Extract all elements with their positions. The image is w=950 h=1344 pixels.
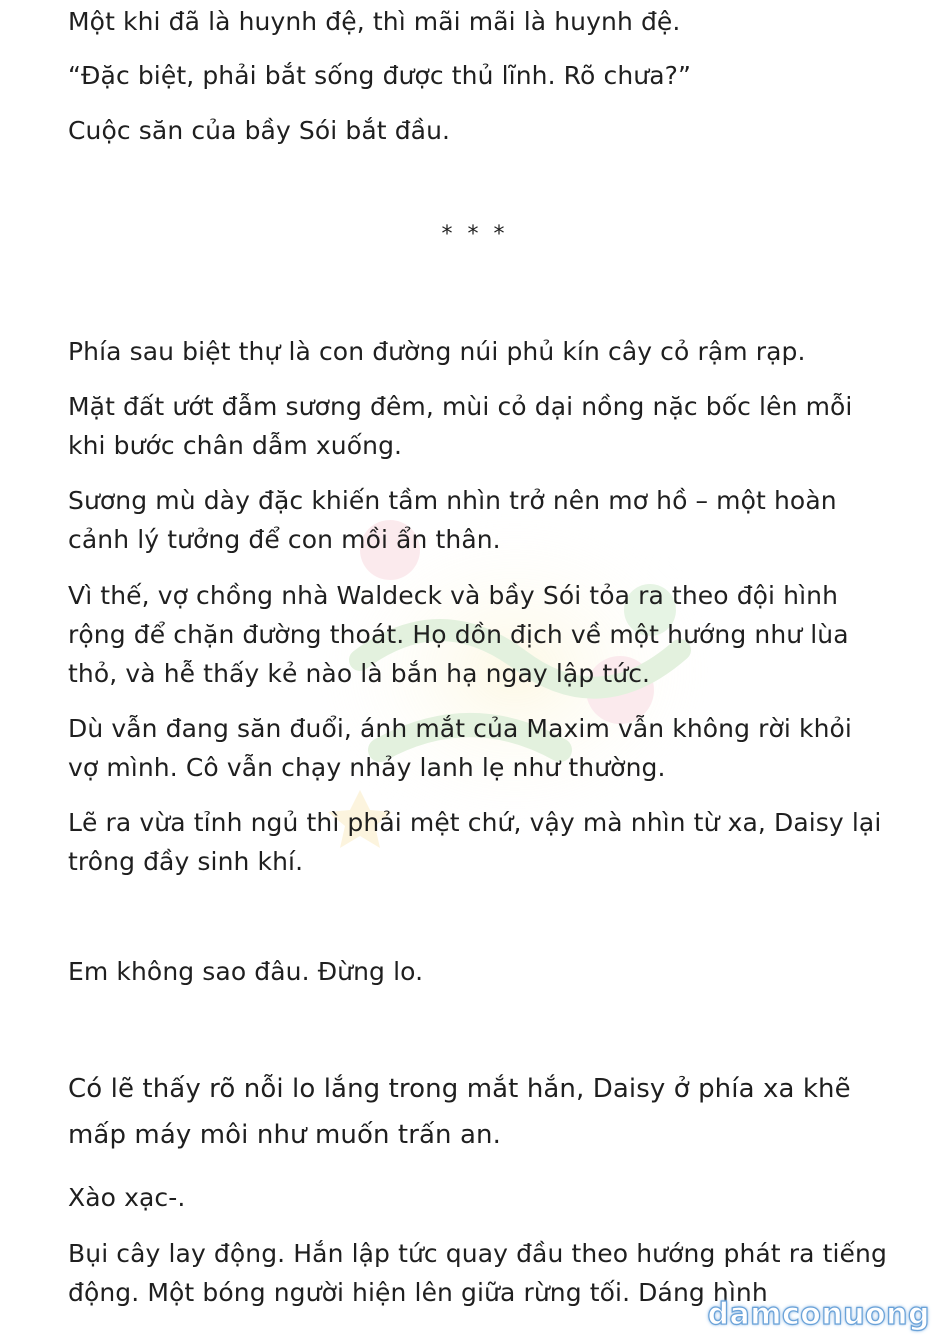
paragraph-1: Một khi đã là huynh đệ, thì mãi mãi là huynh đệ. xyxy=(68,7,681,36)
paragraph-9: Lẽ ra vừa tỉnh ngủ thì phải mệt chứ, vậy mà nhìn từ xa, Daisy lại trông đầy sinh khí. xyxy=(68,808,882,876)
paragraph-5: Mặt đất ướt đẫm sương đêm, mùi cỏ dại nồng nặc bốc lên mỗi khi bước chân dẫm xuống. xyxy=(68,392,853,460)
paragraph-10: Em không sao đâu. Đừng lo. xyxy=(68,957,424,986)
paragraph-12: Xào xạc-. xyxy=(68,1183,186,1212)
paragraph-8: Dù vẫn đang săn đuổi, ánh mắt của Maxim vẫn không rời khỏi vợ mình. Cô vẫn chạy nhảy lanh lẹ như thường. xyxy=(68,714,852,782)
paragraph-6: Sương mù dày đặc khiến tầm nhìn trở nên mơ hồ – một hoàn cảnh lý tưởng để con mồi ẩn thân. xyxy=(68,486,837,554)
paragraph-13: Bụi cây lay động. Hắn lập tức quay đầu theo hướng phát ra tiếng động. Một bóng người hiện lên giữa rừng tối. Dáng hình xyxy=(68,1239,887,1307)
paragraph-3: Cuộc săn của bầy Sói bắt đầu. xyxy=(68,116,451,145)
section-separator: * * * xyxy=(441,222,509,247)
paragraph-11: Có lẽ thấy rõ nỗi lo lắng trong mắt hắn, Daisy ở phía xa khẽ mấp máy môi như muốn trấn an. xyxy=(68,1074,851,1150)
paragraph-2: “Đặc biệt, phải bắt sống được thủ lĩnh. Rõ chưa?” xyxy=(68,61,692,90)
brand-watermark-text: damconuong xyxy=(707,1297,930,1332)
paragraph-4: Phía sau biệt thự là con đường núi phủ kín cây cỏ rậm rạp. xyxy=(68,337,806,366)
paragraph-7: Vì thế, vợ chồng nhà Waldeck và bầy Sói tỏa ra theo đội hình rộng để chặn đường thoát. Họ dồn địch về một hướng như lùa thỏ, và hễ thấy kẻ nào là bắn hạ ngay lập tức. xyxy=(68,581,849,688)
